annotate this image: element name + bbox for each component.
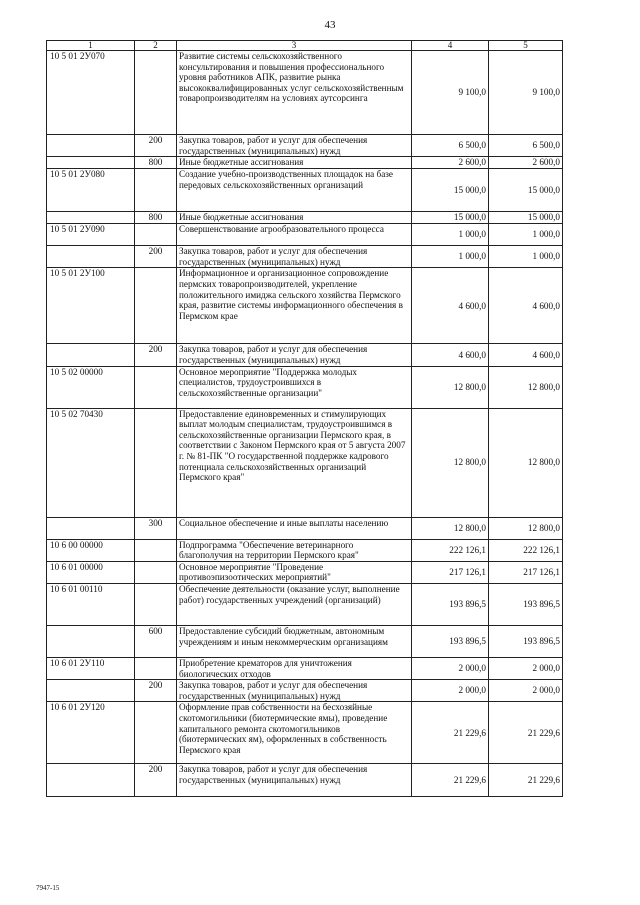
row-name-cell: Закупка товаров, работ и услуг для обеспечения государственных (муниципальных) нужд: [177, 680, 412, 702]
row-name-cell: Закупка товаров, работ и услуг для обеспечения государственных (муниципальных) нужд: [177, 344, 412, 366]
row-code-cell: 10 5 01 2У070: [47, 51, 135, 135]
budget-table: [46, 40, 563, 797]
row-expense-type-cell: [135, 366, 177, 408]
row-expense-type-cell: [135, 583, 177, 625]
row-code-cell: 10 6 01 2У110: [47, 657, 135, 679]
row-amount-2016-cell: 193 896,5: [412, 583, 489, 625]
row-expense-type-cell: [135, 539, 177, 561]
row-code-cell: 10 5 01 2У100: [47, 268, 135, 344]
header-col-2: 2: [135, 41, 177, 51]
table-row: [47, 625, 563, 657]
row-code-cell: [47, 157, 135, 169]
table-row: [47, 539, 563, 561]
row-expense-type-cell: [135, 561, 177, 583]
row-expense-type-cell: [135, 702, 177, 764]
page-number: 43: [324, 19, 336, 31]
row-code-cell: [47, 344, 135, 366]
row-amount-2016-cell: 4 600,0: [412, 268, 489, 344]
row-code-cell: 10 5 01 2У090: [47, 224, 135, 246]
row-amount-2016-cell: 15 000,0: [412, 212, 489, 224]
header-col-3: 3: [177, 41, 412, 51]
row-expense-type-cell: 200: [135, 246, 177, 268]
row-amount-2017-cell: 15 000,0: [489, 169, 563, 212]
row-expense-type-cell: [135, 51, 177, 135]
row-amount-2017-cell: 2 000,0: [489, 680, 563, 702]
row-amount-2017-cell: 217 126,1: [489, 561, 563, 583]
row-name-cell: Информационное и организационное сопровождение пермских товаропроизводителей, укрепление положительного имиджа сельского хозяйства Пермского края, развитие системы информационного обеспечения в Пермском крае: [177, 268, 412, 344]
row-amount-2016-cell: 6 500,0: [412, 135, 489, 157]
row-code-cell: [47, 135, 135, 157]
row-expense-type-cell: [135, 224, 177, 246]
row-amount-2017-cell: 2 000,0: [489, 657, 563, 679]
table-row: [47, 702, 563, 764]
row-amount-2017-cell: 12 800,0: [489, 408, 563, 517]
table-row: [47, 657, 563, 679]
row-expense-type-cell: 200: [135, 680, 177, 702]
row-amount-2016-cell: 193 896,5: [412, 625, 489, 657]
row-expense-type-cell: 800: [135, 212, 177, 224]
row-amount-2017-cell: 6 500,0: [489, 135, 563, 157]
row-code-cell: [47, 764, 135, 797]
row-expense-type-cell: 200: [135, 344, 177, 366]
row-expense-type-cell: [135, 169, 177, 212]
row-name-cell: Приобретение крематоров для уничтожения биологических отходов: [177, 657, 412, 679]
table-row: [47, 51, 563, 135]
row-amount-2016-cell: 15 000,0: [412, 169, 489, 212]
row-amount-2016-cell: 2 000,0: [412, 657, 489, 679]
row-amount-2017-cell: 4 600,0: [489, 344, 563, 366]
row-name-cell: Иные бюджетные ассигнования: [177, 212, 412, 224]
row-code-cell: [47, 680, 135, 702]
row-amount-2017-cell: 9 100,0: [489, 51, 563, 135]
table-row: [47, 517, 563, 539]
row-amount-2017-cell: 21 229,6: [489, 702, 563, 764]
row-amount-2017-cell: 12 800,0: [489, 517, 563, 539]
row-code-cell: [47, 625, 135, 657]
row-amount-2016-cell: 12 800,0: [412, 408, 489, 517]
row-amount-2016-cell: 12 800,0: [412, 517, 489, 539]
table-row: [47, 561, 563, 583]
row-expense-type-cell: 300: [135, 517, 177, 539]
row-expense-type-cell: [135, 657, 177, 679]
table-row: [47, 366, 563, 408]
row-amount-2017-cell: 1 000,0: [489, 246, 563, 268]
table-row: [47, 135, 563, 157]
row-amount-2017-cell: 4 600,0: [489, 268, 563, 344]
row-name-cell: Развитие системы сельскохозяйственного консультирования и повышения профессионального уровня работников АПК, развитие рынка высококвалифицированных услуг сельскохозяйственным товаропроизводителям на условиях аутсорсинга: [177, 51, 412, 135]
row-expense-type-cell: 800: [135, 157, 177, 169]
footer-code: 7947-15: [36, 884, 60, 892]
row-name-cell: Основное мероприятие "Проведение противоэпизоотических мероприятий": [177, 561, 412, 583]
table-row: [47, 212, 563, 224]
row-amount-2017-cell: 222 126,1: [489, 539, 563, 561]
table-row: [47, 246, 563, 268]
row-amount-2016-cell: 9 100,0: [412, 51, 489, 135]
table-row: [47, 680, 563, 702]
row-name-cell: Основное мероприятие "Поддержка молодых специалистов, трудоустроившихся в сельскохозяйственные организации": [177, 366, 412, 408]
row-name-cell: Предоставление единовременных и стимулирующих выплат молодым специалистам, трудоустроившимся в сельскохозяйственные организации Пермского края, в соответствии с Законом Пермского края от 5 августа 2007 г. № 81-ПК "О государственной поддержке кадрового потенциала сельскохозяйственных организаций Пермского края": [177, 408, 412, 517]
row-amount-2017-cell: 12 800,0: [489, 366, 563, 408]
row-amount-2017-cell: 193 896,5: [489, 625, 563, 657]
table-row: [47, 764, 563, 797]
table-row: [47, 268, 563, 344]
row-amount-2016-cell: 1 000,0: [412, 224, 489, 246]
row-amount-2016-cell: 1 000,0: [412, 246, 489, 268]
row-code-cell: 10 6 01 00000: [47, 561, 135, 583]
table-row: [47, 169, 563, 212]
row-name-cell: Закупка товаров, работ и услуг для обеспечения государственных (муниципальных) нужд: [177, 246, 412, 268]
table-header-row: [47, 41, 563, 51]
row-name-cell: Предоставление субсидий бюджетным, автономным учреждениям и иным некоммерческим организациям: [177, 625, 412, 657]
row-name-cell: Оформление прав собственности на бесхозяйные скотомогильники (биотермические ямы), проведение капитального ремонта скотомогильников (биотермических ям), оформленных в собственность Пермского края: [177, 702, 412, 764]
row-name-cell: Социальное обеспечение и иные выплаты населению: [177, 517, 412, 539]
header-col-4: 4: [412, 41, 489, 51]
row-name-cell: Иные бюджетные ассигнования: [177, 157, 412, 169]
row-amount-2016-cell: 21 229,6: [412, 764, 489, 797]
row-name-cell: Закупка товаров, работ и услуг для обеспечения государственных (муниципальных) нужд: [177, 764, 412, 797]
row-code-cell: 10 6 01 00110: [47, 583, 135, 625]
row-code-cell: [47, 246, 135, 268]
table-row: [47, 224, 563, 246]
row-code-cell: 10 6 01 2У120: [47, 702, 135, 764]
row-amount-2017-cell: 21 229,6: [489, 764, 563, 797]
row-amount-2016-cell: 217 126,1: [412, 561, 489, 583]
row-name-cell: Совершенствование агрообразовательного процесса: [177, 224, 412, 246]
row-amount-2016-cell: 12 800,0: [412, 366, 489, 408]
row-amount-2016-cell: 222 126,1: [412, 539, 489, 561]
row-expense-type-cell: [135, 408, 177, 517]
header-col-1: 1: [47, 41, 135, 51]
row-code-cell: [47, 212, 135, 224]
table-row: [47, 157, 563, 169]
table-row: [47, 408, 563, 517]
header-col-5: 5: [489, 41, 563, 51]
row-code-cell: 10 5 02 00000: [47, 366, 135, 408]
row-amount-2017-cell: 193 896,5: [489, 583, 563, 625]
row-expense-type-cell: 200: [135, 135, 177, 157]
row-name-cell: Создание учебно-производственных площадок на базе передовых сельскохозяйственных организаций: [177, 169, 412, 212]
row-amount-2016-cell: 21 229,6: [412, 702, 489, 764]
row-code-cell: 10 5 02 70430: [47, 408, 135, 517]
row-amount-2017-cell: 2 600,0: [489, 157, 563, 169]
row-amount-2016-cell: 2 000,0: [412, 680, 489, 702]
row-amount-2017-cell: 1 000,0: [489, 224, 563, 246]
row-expense-type-cell: 200: [135, 764, 177, 797]
row-code-cell: 10 5 01 2У080: [47, 169, 135, 212]
row-expense-type-cell: [135, 268, 177, 344]
row-name-cell: Подпрограмма "Обеспечение ветеринарного благополучия на территории Пермского края": [177, 539, 412, 561]
row-amount-2016-cell: 4 600,0: [412, 344, 489, 366]
row-code-cell: 10 6 00 00000: [47, 539, 135, 561]
row-amount-2016-cell: 2 600,0: [412, 157, 489, 169]
table-row: [47, 583, 563, 625]
row-amount-2017-cell: 15 000,0: [489, 212, 563, 224]
row-name-cell: Закупка товаров, работ и услуг для обеспечения государственных (муниципальных) нужд: [177, 135, 412, 157]
table-body: [47, 51, 563, 797]
table-row: [47, 344, 563, 366]
row-code-cell: [47, 517, 135, 539]
row-expense-type-cell: 600: [135, 625, 177, 657]
row-name-cell: Обеспечение деятельности (оказание услуг, выполнение работ) государственных учреждений (организаций): [177, 583, 412, 625]
